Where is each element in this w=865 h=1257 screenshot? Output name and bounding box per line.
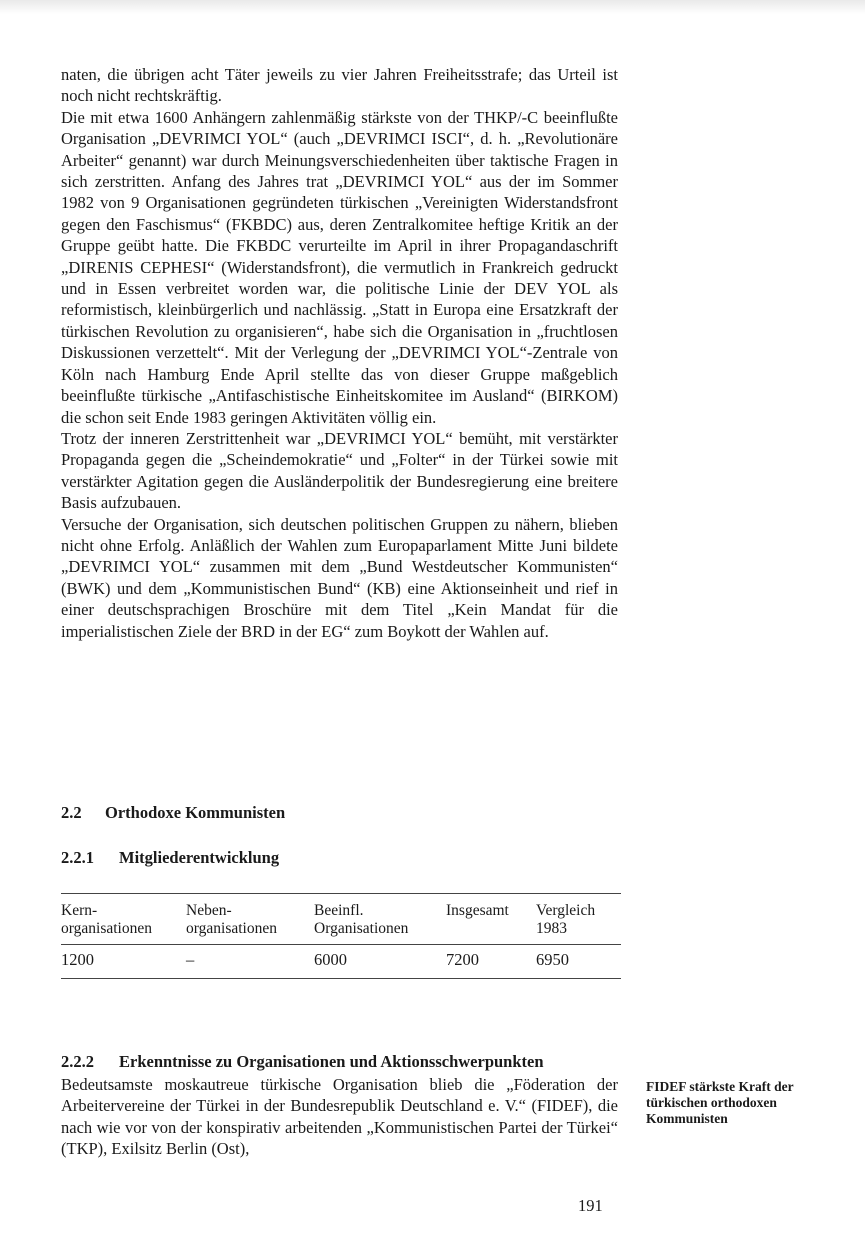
section-number: 2.2.1 xyxy=(61,848,94,867)
table-cell: 6950 xyxy=(536,945,621,979)
column-header: Vergleich 1983 xyxy=(536,894,621,945)
section-number: 2.2.2 xyxy=(61,1052,94,1071)
section-title: Erkenntnisse zu Organisationen und Aktionsschwerpunkten xyxy=(119,1052,544,1071)
section-title: Orthodoxe Kommunisten xyxy=(105,803,286,822)
column-header: Insgesamt xyxy=(446,894,536,945)
paragraph: Bedeutsamste moskautreue türkische Organisation blieb die „Föderation der Arbeitervereine der Türkei in der Bundesrepublik Deutschland e. V.“ (FIDEF), die nach wie vor von der konspirativ arbeitenden „Kommunistischen Partei der Türkei“ (TKP), Exilsitz Berlin (Ost), xyxy=(61,1075,618,1159)
paragraph: Die mit etwa 1600 Anhängern zahlenmäßig stärkste von der THKP/-C beeinflußte Organisation „DEVRIMCI YOL“ (auch „DEVRIMCI ISCI“, d. h. „Revolutionäre Arbeiter“ genannt) war durch Meinungsverschiedenheiten über taktische Fragen in sich zerstritten. Anfang des Jahres trat „DEVRIMCI YOL“ aus der im Sommer 1982 von 9 Organisationen gegründeten türkischen „Vereinigten Widerstandsfront gegen den Faschismus“ (FKBDC) aus, deren Zentralkomitee heftige Kritik an der Gruppe geübt hatte. Die FKBDC verurteilte im April in ihrer Propagandaschrift „DIRENIS CEPHESI“ (Widerstandsfront), die vermutlich in Frankreich gedruckt und in Essen verbreitet worden war, die politische Linie der DEV YOL als reformistisch, kleinbürgerlich und nachlässig. „Statt in Europa eine Ersatzkraft der türkischen Revolution zu organisieren“, habe sich die Organisation in „fruchtlosen Diskussionen verzettelt“. Mit der Verlegung der „DEVRIMCI YOL“-Zentrale von Köln nach Hamburg Ende April stellte das von dieser Gruppe maßgeblich beeinflußte türkische „Antifaschistische Einheitskomitee im Ausland“ (BIRKOM) die schon seit Ende 1983 geringen Aktivitäten völlig ein. xyxy=(61,107,618,427)
section-number: 2.2 xyxy=(61,803,82,822)
section-heading-2-2 xyxy=(61,803,285,823)
section-title: Mitgliederentwicklung xyxy=(119,848,280,867)
table-header-row xyxy=(61,894,621,945)
page-number: 191 xyxy=(578,1196,603,1215)
table-cell: – xyxy=(186,945,314,979)
table-row xyxy=(61,945,621,979)
paragraph: Versuche der Organisation, sich deutschen politischen Gruppen zu nähern, blieben nicht ohne Erfolg. Anläßlich der Wahlen zum Europaparlament Mitte Juni bildete „DEVRIMCI YOL“ zusammen mit dem „Bund Westdeutscher Kommunisten“ (BWK) und dem „Kommunistischen Bund“ (KB) eine Aktionseinheit und rief in einer deutschsprachigen Broschüre mit dem Titel „Kein Mandat für die imperialistischen Ziele der BRD in der EG“ zum Boykott der Wahlen auf. xyxy=(61,514,618,641)
body-text xyxy=(61,64,618,642)
column-header: Beeinfl. Organisationen xyxy=(314,894,446,945)
column-header: Kern- organisationen xyxy=(61,894,186,945)
section-heading-2-2-1 xyxy=(61,848,279,868)
table-cell: 1200 xyxy=(61,945,186,979)
paragraph: naten, die übrigen acht Täter jeweils zu vier Jahren Freiheitsstrafe; das Urteil ist noch nicht rechtskräftig. xyxy=(61,65,618,106)
table-cell: 6000 xyxy=(314,945,446,979)
section-heading-2-2-2 xyxy=(61,1052,544,1072)
table-cell: 7200 xyxy=(446,945,536,979)
membership-table xyxy=(61,893,621,979)
scan-top-edge xyxy=(0,0,865,14)
paragraph: Trotz der inneren Zerstrittenheit war „DEVRIMCI YOL“ bemüht, mit verstärkter Propaganda gegen die „Scheindemokratie“ und „Folter“ in der Türkei sowie mit verstärkter Agitation gegen die Ausländerpolitik der Bundesregierung eine breitere Basis aufzubauen. xyxy=(61,428,618,513)
section-2-2-2-body xyxy=(61,1074,618,1160)
margin-note: FIDEF stärkste Kraft der türkischen orthodoxen Kommunisten xyxy=(646,1079,794,1126)
column-header: Neben- organisationen xyxy=(186,894,314,945)
